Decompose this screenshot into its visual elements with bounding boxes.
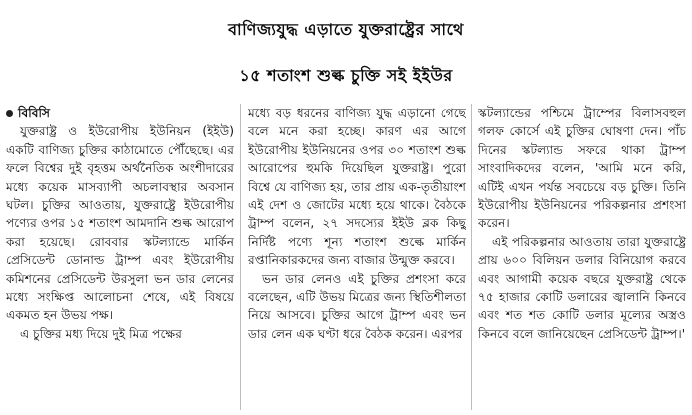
bullet-icon	[6, 110, 13, 117]
article-column-1	[6, 104, 234, 410]
paragraph: যুক্তরাষ্ট্র ও ইউরোপীয় ইউনিয়ন (ইইউ) একটি বাণিজ্য চুক্তির কাঠামোতে পৌঁছেছে। এর ফলে বিশ্বের দুই বৃহত্তম অর্থনৈতিক অংশীদারের মধ্যে কয়েক মাসব্যাপী অচলাবস্থার অবসান ঘটল। চুক্তির আওতায়, যুক্তরাষ্ট্রে ইউরোপীয় পণ্যের ওপর ১৫ শতাংশ আমদানি শুল্ক আরোপ করা হয়েছে। রোববার স্কটল্যান্ডে মার্কিন প্রেসিডেন্ট ডোনাল্ড ট্রাম্প এবং ইউরোপীয় কমিশনের প্রেসিডেন্ট উরসুলা ভন ডার লেনের মধ্যে সংক্ষিপ্ত আলোচনা শেষে, এই বিষয়ে একমত হন উভয় পক্ষ।	[6, 124, 234, 323]
source-label: বিবিসি	[18, 106, 51, 120]
column-divider	[240, 104, 241, 410]
paragraph: স্কটল্যান্ডের পশ্চিমে ট্রাম্পের বিলাসবহুল গলফ কোর্সে এই চুক্তির ঘোষণা দেন। পাঁচ দিনের স্কটল্যান্ড সফরে থাকা ট্রাম্প সাংবাদিকদের বলেন, 'আমি মনে করি, এটিই এখন পর্যন্ত সবচেয়ে বড় চুক্তি। তিনি ইউরোপীয় ইউনিয়নের পরিকল্পনার প্রশংসা করেন।	[478, 106, 686, 231]
paragraph: ভন ডার লেনও এই চুক্তির প্রশংসা করে বলেছেন, এটি উভয় মিত্রের জন্য স্থিতিশীলতা নিয়ে আসবে। চুক্তির আগে ট্রাম্প এবং ভন ডার লেন এক ঘণ্টা ধরে বৈঠক করেন। এরপর	[248, 271, 466, 341]
article-column-2	[248, 104, 466, 410]
byline	[6, 104, 234, 122]
column-divider	[471, 104, 472, 410]
headline-line-2: ১৫ শতাংশ শুল্ক চুক্তি সই ইইউর	[239, 66, 453, 85]
headline-line-1: বাণিজ্যযুদ্ধ এড়াতে যুক্তরাষ্ট্রের সাথে	[228, 20, 464, 39]
paragraph: মধ্যে বড় ধরনের বাণিজ্য যুদ্ধ এড়ানো গেছে বলে মনে করা হচ্ছে। কারণ এর আগে ইউরোপীয় ইউনিয়নের ওপর ৩০ শতাংশ শুল্ক আরোপের হুমকি দিয়েছিল যুক্তরাষ্ট্র। পুরো বিশ্বে যে বাণিজ্য হয়, তার প্রায় এক-তৃতীয়াংশ এই দেশ ও জোটের মধ্যে হয়ে থাকে। বৈঠকে ট্রাম্প বলেন, ২৭ সদস্যের ইইউ ব্লক কিছু নির্দিষ্ট পণ্যে শূন্য শতাংশ শুল্কে মার্কিন রপ্তানিকারকদের জন্য বাজার উন্মুক্ত করবে।	[248, 106, 466, 268]
paragraph: এই পরিকল্পনার আওতায় তারা যুক্তরাষ্ট্রে প্রায় ৬০০ বিলিয়ন ডলার বিনিয়োগ করবে এবং আগামী কয়েক বছরে যুক্তরাষ্ট্র থেকে ৭৫ হাজার কোটি ডলারের জ্বালানি কিনবে এবং শত শত কোটি ডলার মূল্যের অস্ত্রও কিনবে বলে জানিয়েছেন প্রেসিডেন্ট ট্রাম্প।'	[478, 234, 686, 341]
article-column-3	[478, 104, 686, 410]
paragraph: এ চুক্তির মধ্য দিয়ে দুই মিত্র পক্ষের	[20, 326, 182, 341]
